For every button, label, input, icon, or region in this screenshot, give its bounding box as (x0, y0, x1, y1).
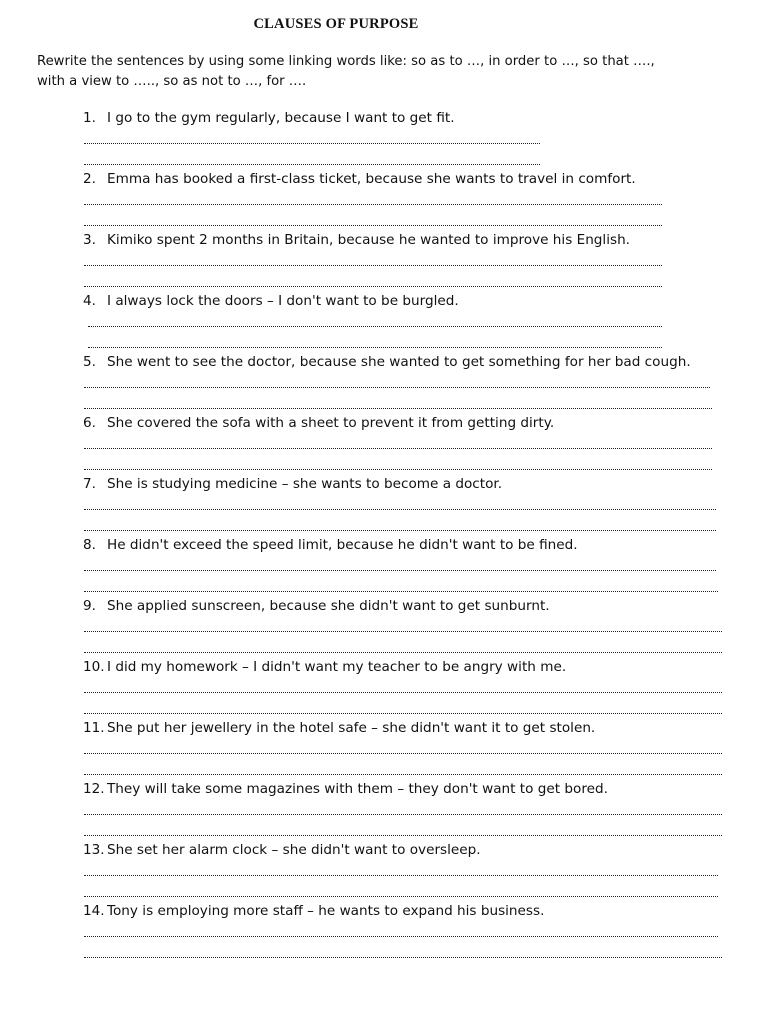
exercise-number: 10. (83, 659, 105, 675)
exercise-number: 2. (83, 171, 96, 187)
exercise-sentence: She set her alarm clock – she didn't want to oversleep. (107, 842, 481, 858)
worksheet-title: CLAUSES OF PURPOSE (253, 16, 419, 32)
exercise-sentence: She put her jewellery in the hotel safe – she didn't want it to get stolen. (107, 720, 596, 736)
exercise-number: 5. (83, 354, 96, 370)
exercise-sentence: He didn't exceed the speed limit, because he didn't want to be fined. (107, 537, 578, 553)
instructions-line-2: with a view to ….., so as not to …, for …. (37, 74, 307, 89)
answer-line[interactable] (84, 692, 722, 693)
exercise-item (0, 838, 768, 899)
exercise-question (83, 472, 502, 496)
answer-line[interactable] (84, 713, 722, 714)
exercise-number: 8. (83, 537, 96, 553)
exercise-item (0, 533, 768, 594)
exercise-item (0, 350, 768, 411)
exercise-number: 3. (83, 232, 96, 248)
exercise-question (83, 655, 566, 679)
answer-line[interactable] (84, 936, 718, 937)
exercise-question (83, 777, 608, 801)
answer-line[interactable] (84, 631, 722, 632)
exercise-number: 11. (83, 720, 105, 736)
exercise-item (0, 472, 768, 533)
answer-line[interactable] (84, 164, 540, 165)
answer-line[interactable] (84, 896, 718, 897)
answer-line[interactable] (84, 875, 718, 876)
exercise-question (83, 838, 481, 862)
answer-line[interactable] (84, 835, 722, 836)
answer-line[interactable] (84, 408, 712, 409)
exercise-question (83, 533, 578, 557)
exercise-question (83, 289, 459, 313)
exercise-question (83, 106, 455, 130)
exercise-item (0, 777, 768, 838)
exercise-question (83, 228, 630, 252)
exercise-list (0, 106, 768, 960)
exercise-item (0, 228, 768, 289)
exercise-number: 14. (83, 903, 105, 919)
answer-line[interactable] (84, 265, 662, 266)
exercise-question (83, 411, 554, 435)
exercise-number: 6. (83, 415, 96, 431)
exercise-sentence: She covered the sofa with a sheet to prevent it from getting dirty. (107, 415, 555, 431)
answer-line[interactable] (84, 774, 722, 775)
exercise-item (0, 289, 768, 350)
exercise-number: 13. (83, 842, 105, 858)
exercise-sentence: She is studying medicine – she wants to become a doctor. (107, 476, 503, 492)
answer-line[interactable] (84, 143, 540, 144)
exercise-sentence: She went to see the doctor, because she wanted to get something for her bad cough. (107, 354, 691, 370)
exercise-sentence: I go to the gym regularly, because I want to get fit. (107, 110, 455, 126)
answer-line[interactable] (84, 957, 722, 958)
answer-line[interactable] (84, 570, 716, 571)
exercise-number: 1. (83, 110, 96, 126)
answer-line[interactable] (84, 204, 662, 205)
answer-line[interactable] (84, 509, 716, 510)
exercise-item (0, 655, 768, 716)
exercise-question (83, 899, 544, 923)
exercise-sentence: Tony is employing more staff – he wants to expand his business. (107, 903, 545, 919)
exercise-item (0, 106, 768, 167)
exercise-number: 4. (83, 293, 96, 309)
answer-line[interactable] (84, 591, 718, 592)
answer-line[interactable] (84, 387, 710, 388)
answer-line[interactable] (84, 753, 722, 754)
exercise-item (0, 899, 768, 960)
exercise-item (0, 411, 768, 472)
answer-line[interactable] (84, 530, 716, 531)
exercise-sentence: I did my homework – I didn't want my teacher to be angry with me. (107, 659, 567, 675)
answer-line[interactable] (84, 814, 722, 815)
instructions (37, 52, 737, 92)
exercise-item (0, 594, 768, 655)
exercise-sentence: She applied sunscreen, because she didn't want to get sunburnt. (107, 598, 550, 614)
exercise-number: 12. (83, 781, 105, 797)
exercise-question (83, 350, 691, 374)
instructions-line-1: Rewrite the sentences by using some linking words like: so as to …, in order to …, so that …., (37, 54, 655, 69)
exercise-sentence: Kimiko spent 2 months in Britain, because he wanted to improve his English. (107, 232, 631, 248)
exercise-item (0, 167, 768, 228)
answer-line[interactable] (88, 326, 662, 327)
exercise-sentence: Emma has booked a first-class ticket, because she wants to travel in comfort. (107, 171, 636, 187)
answer-line[interactable] (84, 225, 662, 226)
answer-line[interactable] (84, 469, 712, 470)
exercise-sentence: They will take some magazines with them – they don't want to get bored. (107, 781, 608, 797)
exercise-question (83, 594, 550, 618)
exercise-question (83, 167, 636, 191)
answer-line[interactable] (88, 347, 662, 348)
exercise-sentence: I always lock the doors – I don't want to be burgled. (107, 293, 459, 309)
answer-line[interactable] (84, 286, 662, 287)
answer-line[interactable] (84, 652, 722, 653)
exercise-number: 7. (83, 476, 96, 492)
answer-line[interactable] (84, 448, 712, 449)
exercise-item (0, 716, 768, 777)
exercise-number: 9. (83, 598, 96, 614)
exercise-question (83, 716, 595, 740)
